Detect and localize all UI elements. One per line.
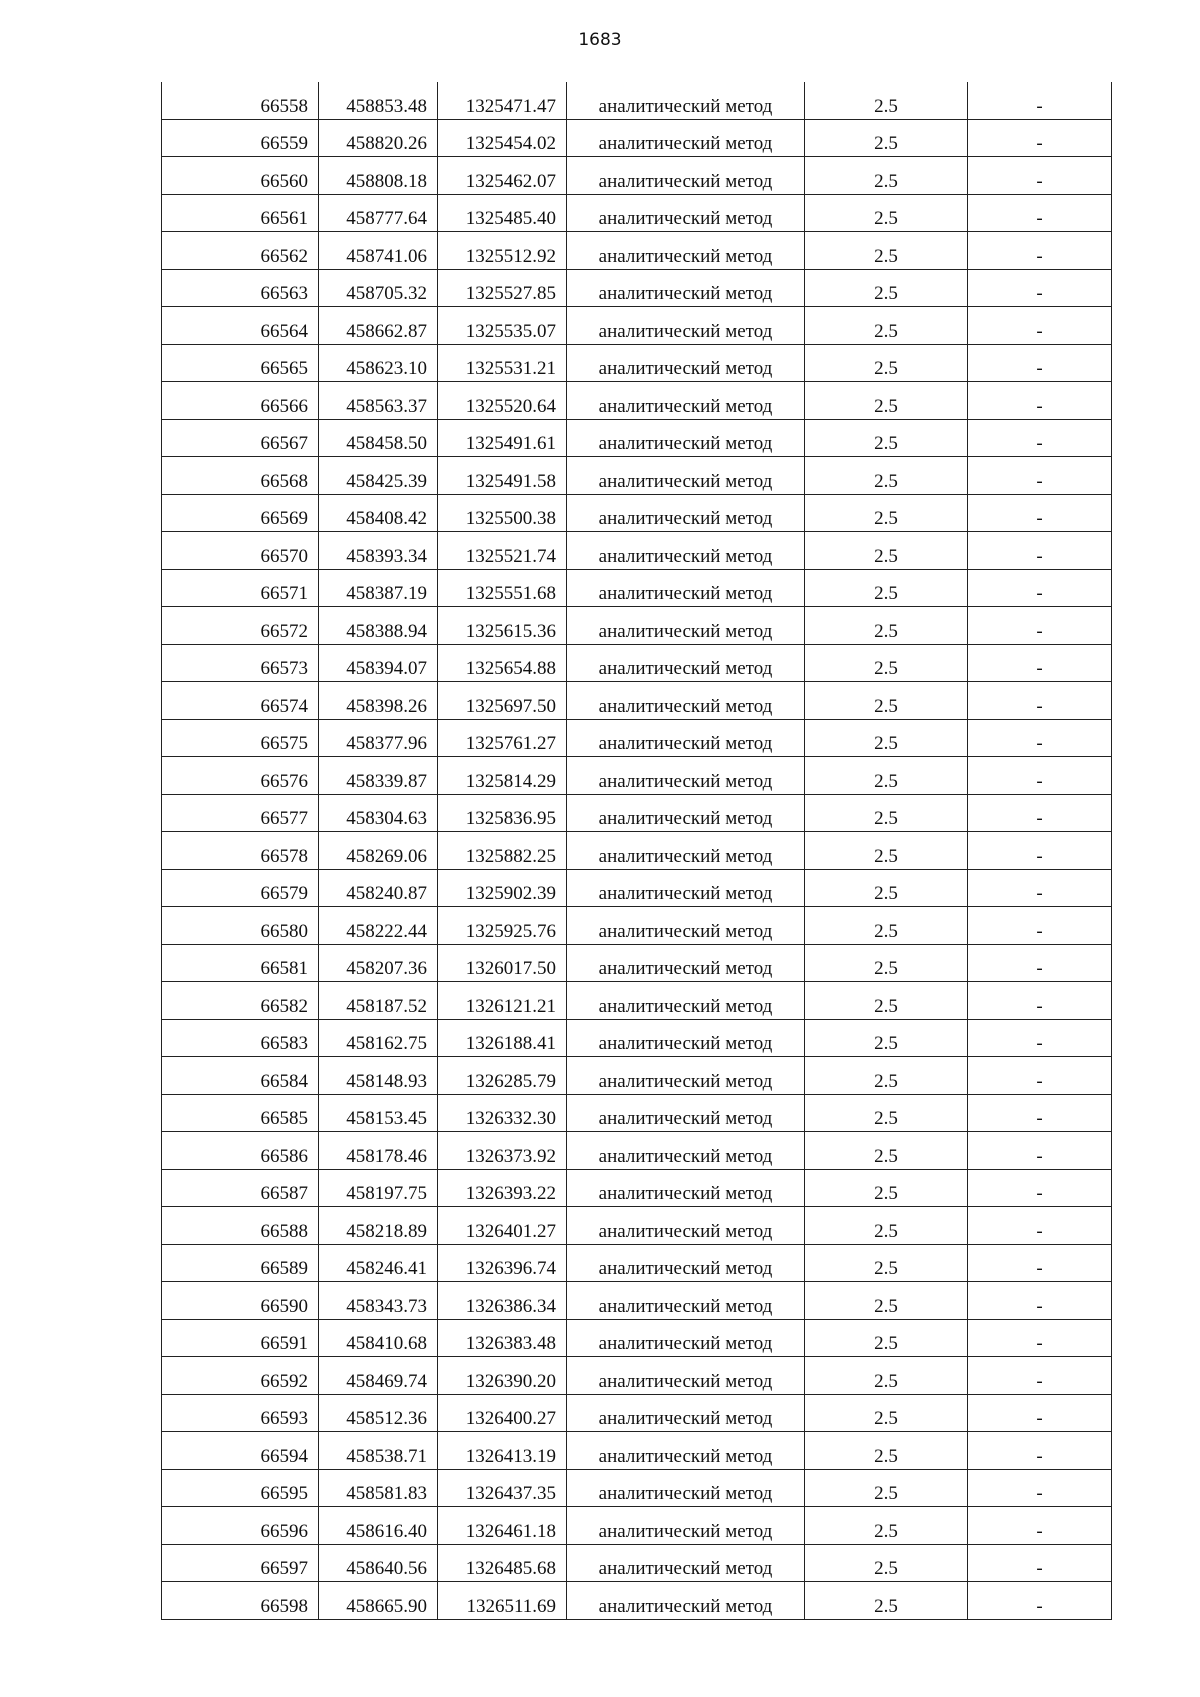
point-number-cell: 66585 — [162, 1094, 319, 1132]
precision-cell: 2.5 — [805, 382, 968, 420]
table-row — [162, 569, 1112, 607]
table-row — [162, 982, 1112, 1020]
precision-cell: 2.5 — [805, 719, 968, 757]
precision-cell: 2.5 — [805, 757, 968, 795]
table-row — [162, 82, 1112, 119]
point-number-cell: 66580 — [162, 907, 319, 945]
method-cell: аналитический метод — [567, 232, 805, 270]
description-cell: - — [968, 344, 1112, 382]
precision-cell: 2.5 — [805, 1357, 968, 1395]
y-coordinate-cell: 1326390.20 — [438, 1357, 567, 1395]
method-cell: аналитический метод — [567, 869, 805, 907]
table-row — [162, 1282, 1112, 1320]
x-coordinate-cell: 458425.39 — [319, 457, 438, 495]
point-number-cell: 66570 — [162, 532, 319, 570]
x-coordinate-cell: 458853.48 — [319, 82, 438, 119]
point-number-cell: 66591 — [162, 1319, 319, 1357]
method-cell: аналитический метод — [567, 1094, 805, 1132]
table-row — [162, 344, 1112, 382]
method-cell: аналитический метод — [567, 1207, 805, 1245]
point-number-cell: 66568 — [162, 457, 319, 495]
x-coordinate-cell: 458512.36 — [319, 1394, 438, 1432]
point-number-cell: 66581 — [162, 944, 319, 982]
x-coordinate-cell: 458410.68 — [319, 1319, 438, 1357]
table-row — [162, 1319, 1112, 1357]
table-row — [162, 719, 1112, 757]
description-cell: - — [968, 1469, 1112, 1507]
table-row — [162, 944, 1112, 982]
y-coordinate-cell: 1325836.95 — [438, 794, 567, 832]
description-cell: - — [968, 457, 1112, 495]
method-cell: аналитический метод — [567, 82, 805, 119]
point-number-cell: 66595 — [162, 1469, 319, 1507]
description-cell: - — [968, 1019, 1112, 1057]
table-row — [162, 607, 1112, 645]
point-number-cell: 66562 — [162, 232, 319, 270]
method-cell: аналитический метод — [567, 1244, 805, 1282]
x-coordinate-cell: 458153.45 — [319, 1094, 438, 1132]
precision-cell: 2.5 — [805, 1394, 968, 1432]
point-number-cell: 66596 — [162, 1507, 319, 1545]
method-cell: аналитический метод — [567, 419, 805, 457]
precision-cell: 2.5 — [805, 607, 968, 645]
y-coordinate-cell: 1325761.27 — [438, 719, 567, 757]
precision-cell: 2.5 — [805, 1094, 968, 1132]
table-row — [162, 1507, 1112, 1545]
description-cell: - — [968, 569, 1112, 607]
method-cell: аналитический метод — [567, 1544, 805, 1582]
table-row — [162, 1469, 1112, 1507]
x-coordinate-cell: 458207.36 — [319, 944, 438, 982]
precision-cell: 2.5 — [805, 869, 968, 907]
x-coordinate-cell: 458377.96 — [319, 719, 438, 757]
y-coordinate-cell: 1325512.92 — [438, 232, 567, 270]
description-cell: - — [968, 1507, 1112, 1545]
y-coordinate-cell: 1325491.61 — [438, 419, 567, 457]
method-cell: аналитический метод — [567, 1057, 805, 1095]
method-cell: аналитический метод — [567, 382, 805, 420]
x-coordinate-cell: 458343.73 — [319, 1282, 438, 1320]
precision-cell: 2.5 — [805, 569, 968, 607]
y-coordinate-cell: 1326332.30 — [438, 1094, 567, 1132]
y-coordinate-cell: 1325531.21 — [438, 344, 567, 382]
x-coordinate-cell: 458218.89 — [319, 1207, 438, 1245]
precision-cell: 2.5 — [805, 157, 968, 195]
y-coordinate-cell: 1325462.07 — [438, 157, 567, 195]
y-coordinate-cell: 1325485.40 — [438, 194, 567, 232]
table-row — [162, 532, 1112, 570]
table-row — [162, 457, 1112, 495]
table-row — [162, 1169, 1112, 1207]
description-cell: - — [968, 494, 1112, 532]
point-number-cell: 66594 — [162, 1432, 319, 1470]
description-cell: - — [968, 832, 1112, 870]
description-cell: - — [968, 869, 1112, 907]
method-cell: аналитический метод — [567, 457, 805, 495]
x-coordinate-cell: 458178.46 — [319, 1132, 438, 1170]
x-coordinate-cell: 458820.26 — [319, 119, 438, 157]
x-coordinate-cell: 458665.90 — [319, 1582, 438, 1620]
y-coordinate-cell: 1325471.47 — [438, 82, 567, 119]
description-cell: - — [968, 269, 1112, 307]
table-row — [162, 682, 1112, 720]
description-cell: - — [968, 1394, 1112, 1432]
y-coordinate-cell: 1325520.64 — [438, 382, 567, 420]
table-row — [162, 157, 1112, 195]
description-cell: - — [968, 1207, 1112, 1245]
description-cell: - — [968, 1132, 1112, 1170]
method-cell: аналитический метод — [567, 719, 805, 757]
point-number-cell: 66579 — [162, 869, 319, 907]
precision-cell: 2.5 — [805, 1432, 968, 1470]
y-coordinate-cell: 1325521.74 — [438, 532, 567, 570]
description-cell: - — [968, 194, 1112, 232]
point-number-cell: 66572 — [162, 607, 319, 645]
x-coordinate-cell: 458388.94 — [319, 607, 438, 645]
description-cell: - — [968, 982, 1112, 1020]
point-number-cell: 66576 — [162, 757, 319, 795]
method-cell: аналитический метод — [567, 1169, 805, 1207]
method-cell: аналитический метод — [567, 1019, 805, 1057]
method-cell: аналитический метод — [567, 532, 805, 570]
method-cell: аналитический метод — [567, 1469, 805, 1507]
y-coordinate-cell: 1326511.69 — [438, 1582, 567, 1620]
table-row — [162, 1432, 1112, 1470]
table-row — [162, 1357, 1112, 1395]
table-row — [162, 494, 1112, 532]
description-cell: - — [968, 1319, 1112, 1357]
method-cell: аналитический метод — [567, 194, 805, 232]
y-coordinate-cell: 1325527.85 — [438, 269, 567, 307]
description-cell: - — [968, 644, 1112, 682]
table-row — [162, 1544, 1112, 1582]
precision-cell: 2.5 — [805, 1169, 968, 1207]
y-coordinate-cell: 1326485.68 — [438, 1544, 567, 1582]
x-coordinate-cell: 458808.18 — [319, 157, 438, 195]
point-number-cell: 66589 — [162, 1244, 319, 1282]
precision-cell: 2.5 — [805, 794, 968, 832]
method-cell: аналитический метод — [567, 1282, 805, 1320]
point-number-cell: 66563 — [162, 269, 319, 307]
method-cell: аналитический метод — [567, 682, 805, 720]
point-number-cell: 66564 — [162, 307, 319, 345]
y-coordinate-cell: 1326121.21 — [438, 982, 567, 1020]
precision-cell: 2.5 — [805, 457, 968, 495]
precision-cell: 2.5 — [805, 419, 968, 457]
precision-cell: 2.5 — [805, 1507, 968, 1545]
x-coordinate-cell: 458777.64 — [319, 194, 438, 232]
method-cell: аналитический метод — [567, 307, 805, 345]
x-coordinate-cell: 458640.56 — [319, 1544, 438, 1582]
point-number-cell: 66577 — [162, 794, 319, 832]
description-cell: - — [968, 419, 1112, 457]
description-cell: - — [968, 119, 1112, 157]
point-number-cell: 66582 — [162, 982, 319, 1020]
precision-cell: 2.5 — [805, 644, 968, 682]
table-row — [162, 232, 1112, 270]
y-coordinate-cell: 1326017.50 — [438, 944, 567, 982]
table-row — [162, 419, 1112, 457]
point-number-cell: 66573 — [162, 644, 319, 682]
description-cell: - — [968, 1357, 1112, 1395]
precision-cell: 2.5 — [805, 907, 968, 945]
y-coordinate-cell: 1325615.36 — [438, 607, 567, 645]
description-cell: - — [968, 232, 1112, 270]
x-coordinate-cell: 458187.52 — [319, 982, 438, 1020]
x-coordinate-cell: 458616.40 — [319, 1507, 438, 1545]
description-cell: - — [968, 719, 1112, 757]
y-coordinate-cell: 1325454.02 — [438, 119, 567, 157]
y-coordinate-cell: 1326285.79 — [438, 1057, 567, 1095]
x-coordinate-cell: 458662.87 — [319, 307, 438, 345]
y-coordinate-cell: 1325491.58 — [438, 457, 567, 495]
coordinates-table-body — [162, 82, 1112, 1619]
table-row — [162, 1244, 1112, 1282]
precision-cell: 2.5 — [805, 269, 968, 307]
method-cell: аналитический метод — [567, 607, 805, 645]
y-coordinate-cell: 1326400.27 — [438, 1394, 567, 1432]
description-cell: - — [968, 157, 1112, 195]
y-coordinate-cell: 1325882.25 — [438, 832, 567, 870]
x-coordinate-cell: 458304.63 — [319, 794, 438, 832]
method-cell: аналитический метод — [567, 832, 805, 870]
precision-cell: 2.5 — [805, 1244, 968, 1282]
table-row — [162, 1394, 1112, 1432]
description-cell: - — [968, 1432, 1112, 1470]
x-coordinate-cell: 458398.26 — [319, 682, 438, 720]
point-number-cell: 66569 — [162, 494, 319, 532]
method-cell: аналитический метод — [567, 1319, 805, 1357]
point-number-cell: 66584 — [162, 1057, 319, 1095]
description-cell: - — [968, 794, 1112, 832]
table-row — [162, 119, 1112, 157]
table-row — [162, 832, 1112, 870]
method-cell: аналитический метод — [567, 269, 805, 307]
method-cell: аналитический метод — [567, 1432, 805, 1470]
method-cell: аналитический метод — [567, 157, 805, 195]
x-coordinate-cell: 458240.87 — [319, 869, 438, 907]
precision-cell: 2.5 — [805, 307, 968, 345]
x-coordinate-cell: 458393.34 — [319, 532, 438, 570]
precision-cell: 2.5 — [805, 1019, 968, 1057]
table-row — [162, 269, 1112, 307]
description-cell: - — [968, 382, 1112, 420]
precision-cell: 2.5 — [805, 1132, 968, 1170]
method-cell: аналитический метод — [567, 1357, 805, 1395]
table-row — [162, 307, 1112, 345]
x-coordinate-cell: 458469.74 — [319, 1357, 438, 1395]
description-cell: - — [968, 1244, 1112, 1282]
x-coordinate-cell: 458408.42 — [319, 494, 438, 532]
point-number-cell: 66558 — [162, 82, 319, 119]
precision-cell: 2.5 — [805, 1582, 968, 1620]
x-coordinate-cell: 458387.19 — [319, 569, 438, 607]
point-number-cell: 66583 — [162, 1019, 319, 1057]
y-coordinate-cell: 1326383.48 — [438, 1319, 567, 1357]
x-coordinate-cell: 458394.07 — [319, 644, 438, 682]
precision-cell: 2.5 — [805, 1544, 968, 1582]
table-row — [162, 644, 1112, 682]
point-number-cell: 66567 — [162, 419, 319, 457]
y-coordinate-cell: 1326461.18 — [438, 1507, 567, 1545]
precision-cell: 2.5 — [805, 532, 968, 570]
point-number-cell: 66597 — [162, 1544, 319, 1582]
description-cell: - — [968, 1169, 1112, 1207]
x-coordinate-cell: 458741.06 — [319, 232, 438, 270]
method-cell: аналитический метод — [567, 569, 805, 607]
precision-cell: 2.5 — [805, 1057, 968, 1095]
precision-cell: 2.5 — [805, 832, 968, 870]
point-number-cell: 66561 — [162, 194, 319, 232]
x-coordinate-cell: 458705.32 — [319, 269, 438, 307]
table-row — [162, 869, 1112, 907]
table-row — [162, 1132, 1112, 1170]
x-coordinate-cell: 458162.75 — [319, 1019, 438, 1057]
precision-cell: 2.5 — [805, 344, 968, 382]
precision-cell: 2.5 — [805, 982, 968, 1020]
table-row — [162, 1582, 1112, 1620]
precision-cell: 2.5 — [805, 494, 968, 532]
point-number-cell: 66559 — [162, 119, 319, 157]
x-coordinate-cell: 458197.75 — [319, 1169, 438, 1207]
coordinates-table — [161, 82, 1112, 1620]
y-coordinate-cell: 1325535.07 — [438, 307, 567, 345]
description-cell: - — [968, 1094, 1112, 1132]
x-coordinate-cell: 458563.37 — [319, 382, 438, 420]
description-cell: - — [968, 82, 1112, 119]
point-number-cell: 66588 — [162, 1207, 319, 1245]
point-number-cell: 66593 — [162, 1394, 319, 1432]
precision-cell: 2.5 — [805, 194, 968, 232]
point-number-cell: 66574 — [162, 682, 319, 720]
table-row — [162, 382, 1112, 420]
x-coordinate-cell: 458339.87 — [319, 757, 438, 795]
x-coordinate-cell: 458623.10 — [319, 344, 438, 382]
point-number-cell: 66590 — [162, 1282, 319, 1320]
method-cell: аналитический метод — [567, 119, 805, 157]
description-cell: - — [968, 1544, 1112, 1582]
precision-cell: 2.5 — [805, 119, 968, 157]
description-cell: - — [968, 1057, 1112, 1095]
method-cell: аналитический метод — [567, 1394, 805, 1432]
point-number-cell: 66575 — [162, 719, 319, 757]
method-cell: аналитический метод — [567, 494, 805, 532]
description-cell: - — [968, 682, 1112, 720]
description-cell: - — [968, 532, 1112, 570]
description-cell: - — [968, 1282, 1112, 1320]
precision-cell: 2.5 — [805, 82, 968, 119]
method-cell: аналитический метод — [567, 794, 805, 832]
precision-cell: 2.5 — [805, 232, 968, 270]
precision-cell: 2.5 — [805, 1207, 968, 1245]
point-number-cell: 66598 — [162, 1582, 319, 1620]
table-row — [162, 194, 1112, 232]
table-row — [162, 1057, 1112, 1095]
method-cell: аналитический метод — [567, 1582, 805, 1620]
y-coordinate-cell: 1325654.88 — [438, 644, 567, 682]
x-coordinate-cell: 458246.41 — [319, 1244, 438, 1282]
x-coordinate-cell: 458581.83 — [319, 1469, 438, 1507]
method-cell: аналитический метод — [567, 944, 805, 982]
precision-cell: 2.5 — [805, 682, 968, 720]
point-number-cell: 66592 — [162, 1357, 319, 1395]
method-cell: аналитический метод — [567, 982, 805, 1020]
point-number-cell: 66565 — [162, 344, 319, 382]
table-row — [162, 907, 1112, 945]
method-cell: аналитический метод — [567, 907, 805, 945]
description-cell: - — [968, 757, 1112, 795]
method-cell: аналитический метод — [567, 1507, 805, 1545]
point-number-cell: 66566 — [162, 382, 319, 420]
y-coordinate-cell: 1325697.50 — [438, 682, 567, 720]
method-cell: аналитический метод — [567, 644, 805, 682]
point-number-cell: 66586 — [162, 1132, 319, 1170]
y-coordinate-cell: 1326396.74 — [438, 1244, 567, 1282]
precision-cell: 2.5 — [805, 1319, 968, 1357]
y-coordinate-cell: 1325925.76 — [438, 907, 567, 945]
y-coordinate-cell: 1326401.27 — [438, 1207, 567, 1245]
y-coordinate-cell: 1326386.34 — [438, 1282, 567, 1320]
description-cell: - — [968, 944, 1112, 982]
x-coordinate-cell: 458458.50 — [319, 419, 438, 457]
x-coordinate-cell: 458269.06 — [319, 832, 438, 870]
precision-cell: 2.5 — [805, 1282, 968, 1320]
method-cell: аналитический метод — [567, 344, 805, 382]
table-row — [162, 757, 1112, 795]
table-row — [162, 1019, 1112, 1057]
y-coordinate-cell: 1326437.35 — [438, 1469, 567, 1507]
y-coordinate-cell: 1325902.39 — [438, 869, 567, 907]
y-coordinate-cell: 1325551.68 — [438, 569, 567, 607]
description-cell: - — [968, 907, 1112, 945]
description-cell: - — [968, 307, 1112, 345]
x-coordinate-cell: 458222.44 — [319, 907, 438, 945]
x-coordinate-cell: 458538.71 — [319, 1432, 438, 1470]
y-coordinate-cell: 1326413.19 — [438, 1432, 567, 1470]
precision-cell: 2.5 — [805, 944, 968, 982]
page-number: 1683 — [578, 30, 622, 50]
method-cell: аналитический метод — [567, 1132, 805, 1170]
y-coordinate-cell: 1326188.41 — [438, 1019, 567, 1057]
y-coordinate-cell: 1326393.22 — [438, 1169, 567, 1207]
point-number-cell: 66571 — [162, 569, 319, 607]
point-number-cell: 66560 — [162, 157, 319, 195]
precision-cell: 2.5 — [805, 1469, 968, 1507]
y-coordinate-cell: 1326373.92 — [438, 1132, 567, 1170]
y-coordinate-cell: 1325500.38 — [438, 494, 567, 532]
point-number-cell: 66578 — [162, 832, 319, 870]
method-cell: аналитический метод — [567, 757, 805, 795]
point-number-cell: 66587 — [162, 1169, 319, 1207]
description-cell: - — [968, 607, 1112, 645]
x-coordinate-cell: 458148.93 — [319, 1057, 438, 1095]
table-row — [162, 1207, 1112, 1245]
y-coordinate-cell: 1325814.29 — [438, 757, 567, 795]
table-row — [162, 1094, 1112, 1132]
description-cell: - — [968, 1582, 1112, 1620]
table-row — [162, 794, 1112, 832]
